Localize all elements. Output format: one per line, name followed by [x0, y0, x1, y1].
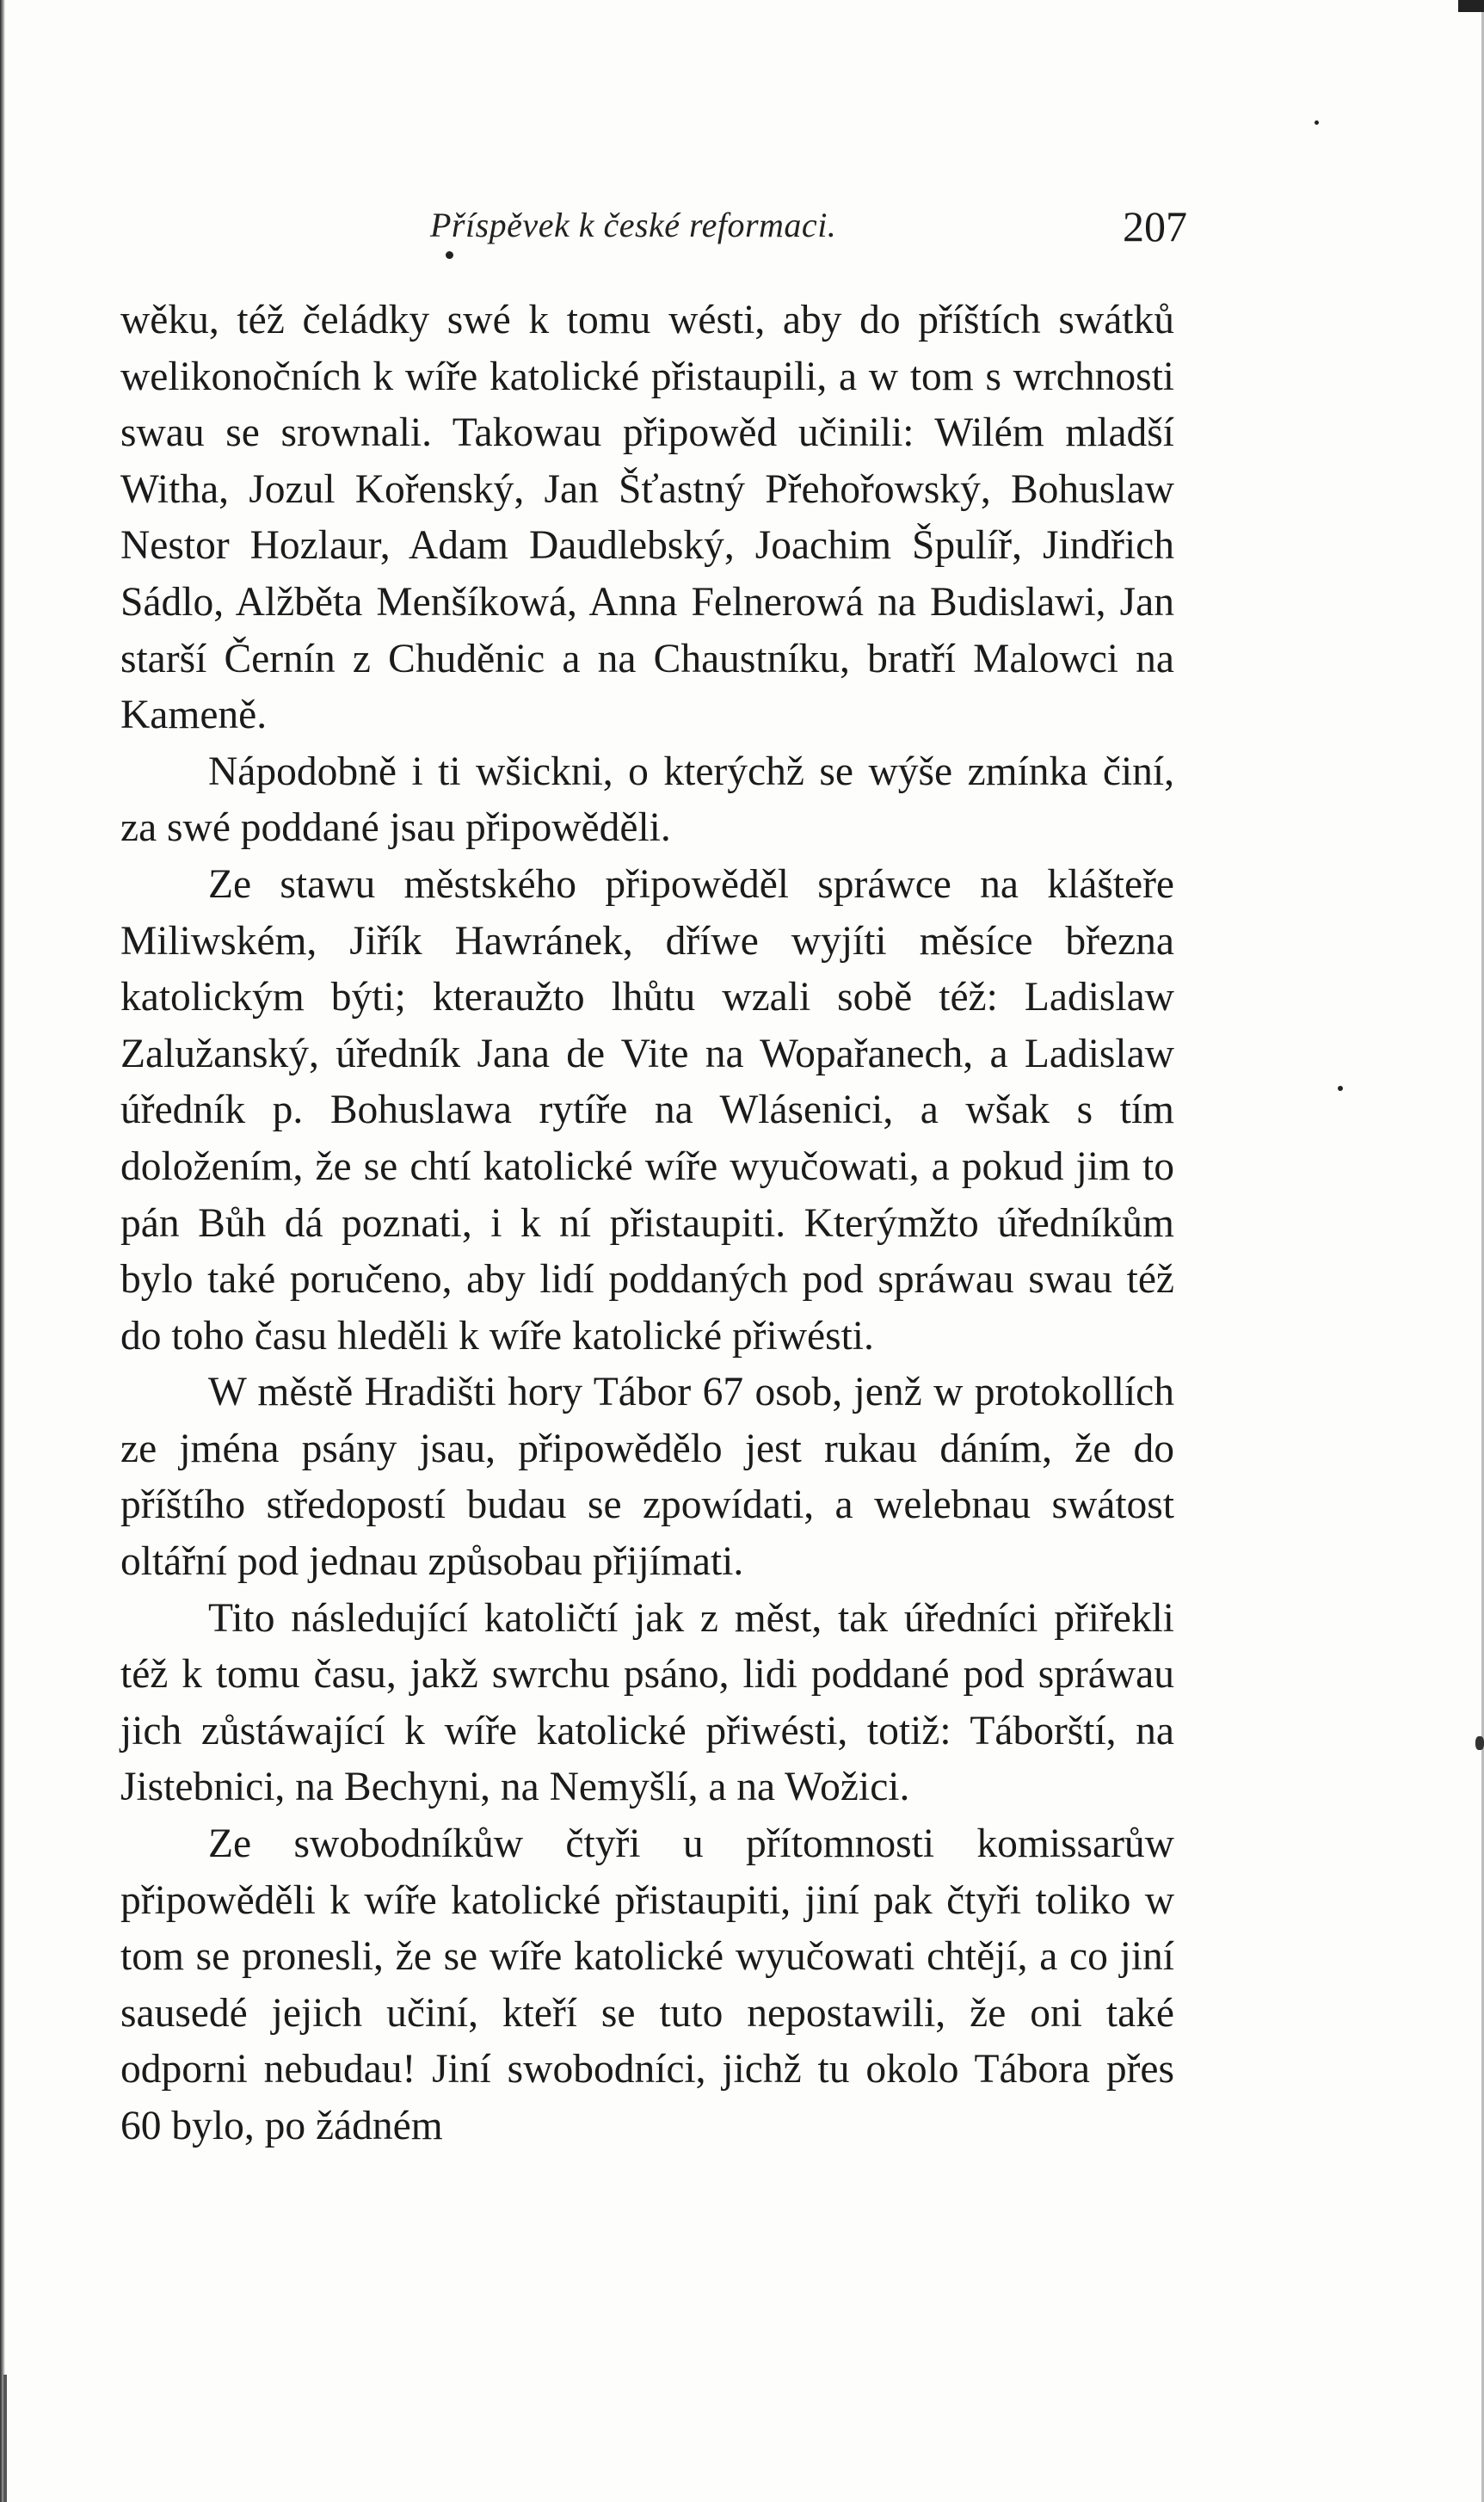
page-number: 207 [1123, 202, 1187, 250]
paragraph: Ze stawu městského připowěděl spráwce na klášteře Miliwském, Jiřík Hawránek, dříwe wyjíti měsíce března katolickým býti; kteraužto lhůtu wzali sobě též: Ladislaw Zalužanský, úředník Jana de Vite na Wopařanech, a Ladislaw úředník p. Bohuslawa rytíře na Wlásenici, a wšak s tím doložením, že se chtí katolické wíře wyučowati, a pokud jim to pán Bůh dá poznati, i k ní přistaupiti. Kterýmžto úředníkům bylo také poručeno, aby lidí poddaných pod spráwau swau též do toho času hleděli k wíře katolické přiwésti. [120, 861, 1174, 1359]
running-title: Příspěvek k české reformaci. [430, 206, 837, 244]
running-head [120, 202, 1187, 256]
ink-speck [1315, 120, 1319, 125]
margin-mark [1475, 1736, 1484, 1750]
paragraph: Nápodobně i ti wšickni, o kterýchž se wýše zmínka činí, za swé poddané jsau připowěděli. [120, 749, 1174, 851]
ink-speck [1338, 1086, 1343, 1091]
gutter-shadow [3, 2375, 7, 2502]
paragraph: Tito následující katoličtí jak z měst, tak úředníci přiřekli též k tomu času, jakž swrchu psáno, lidi poddané pod spráwau jich zůstáwající k wíře katolické přiwésti, totiž: Táborští, na Jistebnici, na Bechyni, na Nemyšlí, a na Wožici. [120, 1595, 1174, 1810]
paragraph: W městě Hradišti hory Tábor 67 osob, jenž w protokollích ze jména psány jsau, připowědělo jest rukau dáním, že do příštího středopostí budau se zpowídati, a welebnau swátost oltářní pod jednau způsobau přijímati. [120, 1370, 1174, 1585]
paragraph: Ze swobodníkůw čtyři u přítomnosti komissarůw připowěděli k wíře katolické přistaupiti, jiní pak čtyři toliko w tom se pronesli, že se wíře katolické wyučowati chtějí, a co jiní sausedé jejich učiní, kteří se tuto nepostawili, že oni také odporni nebudau! Jiní swobodníci, jichž tu okolo Tábora přes 60 bylo, po žádném [120, 1821, 1174, 2148]
scan-corner-artifact [1458, 0, 1484, 12]
paragraph: wěku, též čeládky swé k tomu wésti, aby do příštích swátků welikonočních k wíře katolické přistaupili, a w tom s wrchnosti swau se srownali. Takowau připowěd učinili: Wilém mladší Witha, Jozul Kořenský, Jan Šťastný Přehořowský, Bohuslaw Nestor Hozlaur, Adam Daudlebský, Joachim Špulíř, Jindřich Sádlo, Alžběta Menšíkowá, Anna Felnerowá na Budislawi, Jan starší Černín z Chuděnic a na Chaustníku, bratří Malowci na Kameně. [120, 298, 1174, 738]
body-text [120, 293, 1174, 2155]
scan-edge-left [0, 0, 5, 2502]
ink-speck [446, 251, 453, 259]
